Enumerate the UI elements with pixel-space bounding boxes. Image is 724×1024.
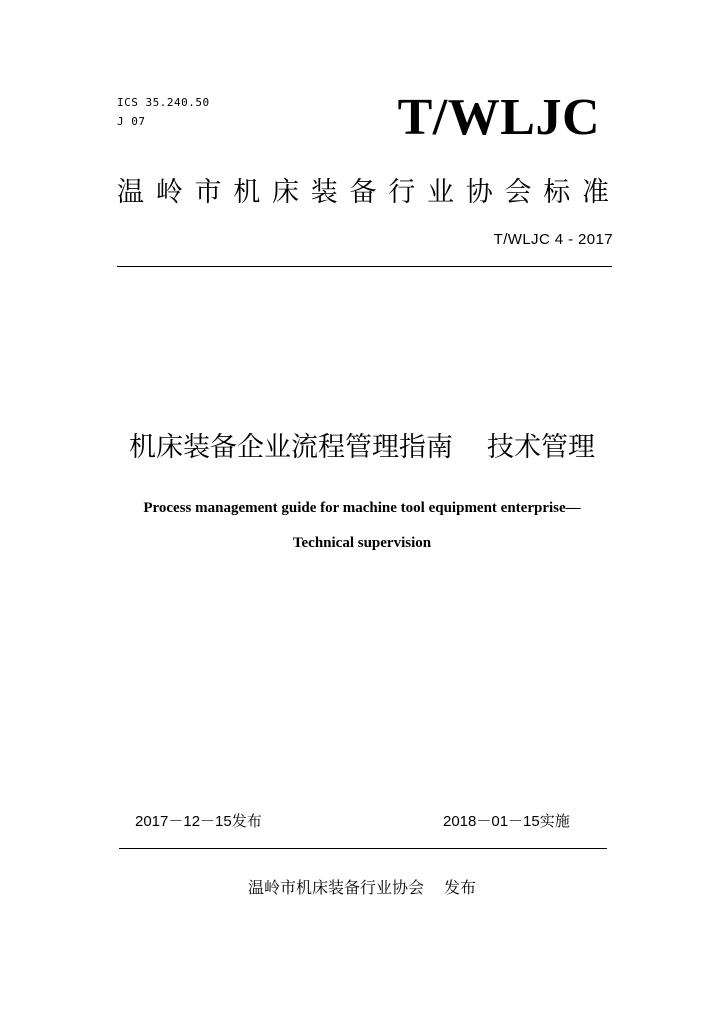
issue-date-block [135, 811, 262, 832]
implementation-date: 2018－01－15 [443, 813, 540, 830]
issue-date: 2017－12－15 [135, 813, 232, 830]
issue-date-label: 发布 [231, 812, 262, 830]
implementation-date-label: 实施 [539, 812, 570, 830]
document-title-cn-main: 机床装备企业流程管理指南 [129, 432, 453, 463]
ics-code: ICS 35.240.50 [117, 96, 210, 109]
issuer-standard-title: 温岭市机床装备行业协会标准 [117, 177, 609, 208]
issuer-footer-name: 温岭市机床装备行业协会 [247, 878, 424, 897]
issuer-footer-label: 发布 [444, 878, 477, 897]
bottom-divider [119, 848, 607, 849]
standard-code-logo: T/WLJC [397, 89, 600, 146]
issuer-footer [0, 877, 724, 899]
document-title-en-line1: Process management guide for machine tool equipment enterprise— [143, 500, 581, 516]
top-divider [117, 266, 612, 267]
document-title-en-line2: Technical supervision [292, 535, 432, 551]
document-title-cn-sub: 技术管理 [487, 432, 595, 463]
standard-number: T/WLJC 4 - 2017 [493, 231, 613, 248]
document-title-cn [0, 428, 724, 468]
implementation-date-block [443, 811, 570, 832]
ccs-code: J 07 [117, 115, 146, 128]
